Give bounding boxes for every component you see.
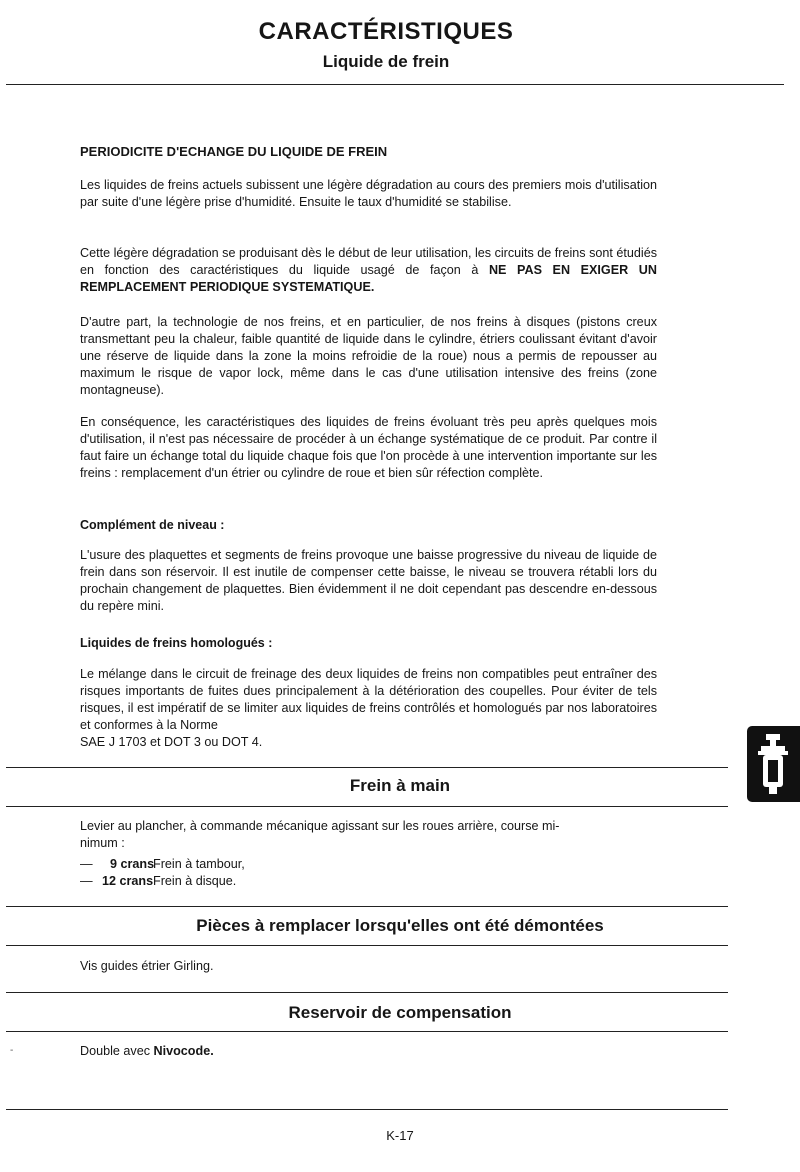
periodicite-paragraph-3: D'autre part, la technologie de nos freins, et en particulier, de nos freins à disques (pistons creux transmettant peu la chaleur, faible quantité de liquide dans le cylindre, étriers coulissant évitant d'avoir une réserve de liquide dans la zone la moins refroidie de la roue) nous a permis de repousser au maximum le risque de vapor lock, même dans le cas d'une utilisation intensive des freins (zone montagneuse). <box>80 315 657 397</box>
homologues-heading: Liquides de freins homologués : <box>80 636 273 650</box>
frein-main-title: Frein à main <box>349 776 451 795</box>
list-count: 12 crans <box>102 874 154 888</box>
complement-paragraph: L'usure des plaquettes et segments de freins provoque une baisse progressive du niveau de liquide de frein dans son réservoir. Il est inutile de compenser cette baisse, le niveau se trouvera rétabli lors du prochain changement de plaquettes. Bien évidemment il ne doit cependant pas descendre en-dessous du repère mini. <box>80 548 657 613</box>
reservoir-text <box>80 1043 657 1060</box>
list-count: 9 crans <box>110 857 155 871</box>
homologues-text: Le mélange dans le circuit de freinage des deux liquides de freins non compatibles peut entraîner des risques importants de fuites dues principalement à la détérioration des coupelles. Pour éviter de tels risques, il est impératif de se limiter aux liquides de freins contrôlés et homologués par nos laboratoires et conformes à la Norme <box>80 667 657 732</box>
reservoir-text-prefix: Double avec <box>80 1044 151 1058</box>
homologues-paragraph <box>80 666 657 751</box>
list-label: Frein à disque. <box>153 874 237 888</box>
scan-mark: - <box>10 1045 14 1056</box>
footer-divider <box>6 1109 728 1110</box>
list-dash: — <box>80 857 93 871</box>
reservoir-title: Reservoir de compensation <box>288 1003 512 1022</box>
pieces-title: Pièces à remplacer lorsqu'elles ont été démontées <box>196 916 604 935</box>
reservoir-text-bold: Nivocode. <box>153 1044 214 1058</box>
periodicite-heading: PERIODICITE D'ECHANGE DU LIQUIDE DE FREIN <box>80 144 388 159</box>
pieces-bottom-divider <box>6 945 728 946</box>
frein-main-text <box>80 818 657 852</box>
list-dash: — <box>80 874 93 888</box>
frein-main-top-divider <box>6 767 728 768</box>
pieces-text: Vis guides étrier Girling. <box>80 959 214 973</box>
reservoir-top-divider <box>6 992 728 993</box>
list-label: Frein à tambour, <box>153 857 245 871</box>
homologues-text-last: SAE J 1703 et DOT 3 ou DOT 4. <box>80 735 263 749</box>
paragraph-2-emphasis: NE PAS EN EXIGER UN REMPLACEMENT PERIODIQUE SYSTEMATIQUE. <box>80 263 657 294</box>
periodicite-paragraph-4: En conséquence, les caractéristiques des liquides de freins évoluant très peu après quelques mois d'utilisation, il n'est pas nécessaire de procéder à un échange systématique de ce produit. Par contre il faut faire un échange total du liquide chaque fois que l'on procède à une intervention importante sur les freins : remplacement d'un étrier ou cylindre de roue et bien sûr réfection complète. <box>80 415 657 480</box>
page-title: CARACTÉRISTIQUES <box>258 18 514 45</box>
list-item <box>80 874 236 888</box>
list-item <box>80 857 245 871</box>
page-subtitle: Liquide de frein <box>322 52 450 71</box>
periodicite-paragraph-2 <box>80 245 657 296</box>
periodicite-paragraph-1: Les liquides de freins actuels subissent une légère dégradation au cours des premiers mois d'utilisation par suite d'une légère prise d'humidité. Ensuite le taux d'humidité se stabilise. <box>80 178 657 209</box>
paragraph-2-intro: Cette légère dégradation se produisant dès le début de leur utilisation, les circuits de freins sont étudiés en fonction des caractéristiques du liquide usagé de façon à <box>80 246 657 277</box>
frein-main-bottom-divider <box>6 806 728 807</box>
header-divider <box>6 84 784 85</box>
page-number: K-17 <box>386 1128 414 1143</box>
pieces-top-divider <box>6 906 728 907</box>
reservoir-bottom-divider <box>6 1031 728 1032</box>
frein-main-line-2: nimum : <box>80 836 125 850</box>
frein-main-line-1: Levier au plancher, à commande mécanique agissant sur les roues arrière, course mi- <box>80 819 560 833</box>
complement-heading: Complément de niveau : <box>80 518 225 532</box>
